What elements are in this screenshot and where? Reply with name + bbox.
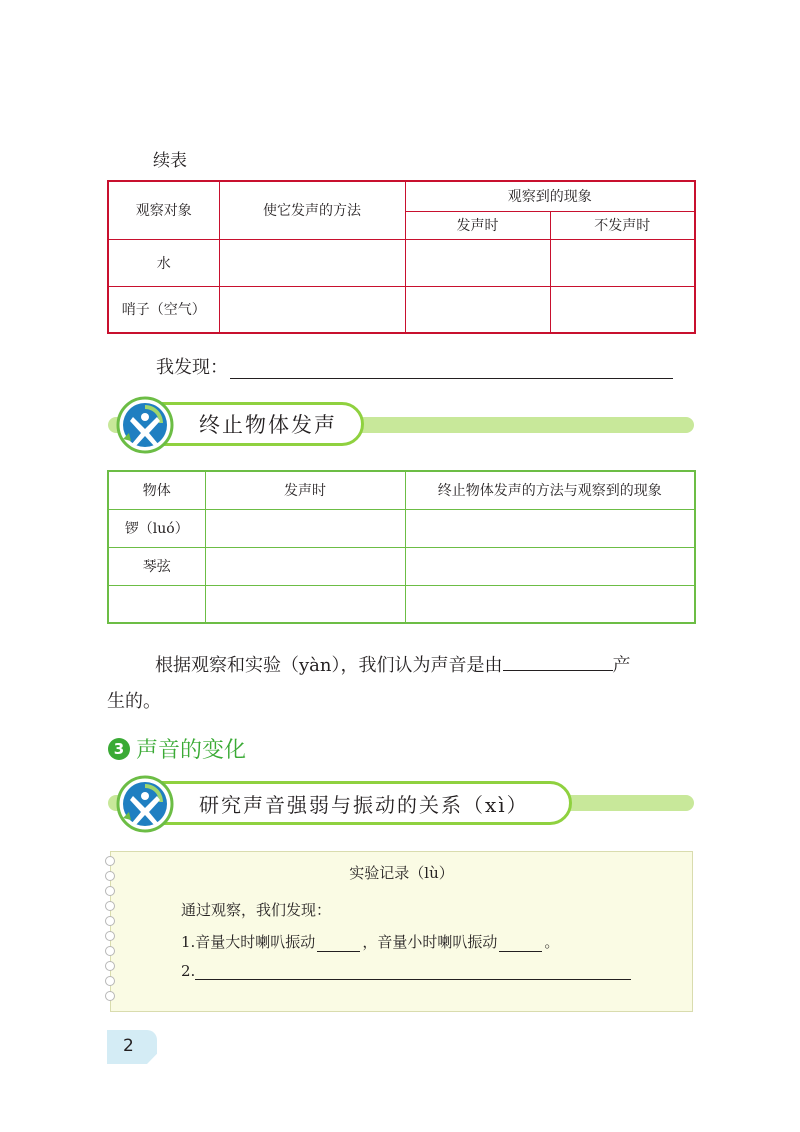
finding-line — [156, 353, 673, 379]
header-object: 观察对象 — [108, 181, 219, 239]
table-cell[interactable] — [219, 286, 405, 333]
table-cell[interactable] — [405, 585, 695, 623]
conclusion-text: 根据观察和实验（yàn），我们认为声音是由 — [155, 655, 503, 676]
binder-ring — [105, 991, 115, 1001]
table-cell[interactable] — [550, 286, 695, 333]
record-intro — [181, 899, 331, 920]
record-line-2-label: 2. — [181, 962, 196, 980]
activity-icon — [115, 395, 175, 455]
banner-title: 终止物体发声 — [199, 413, 337, 437]
row-label-string: 琴弦 — [108, 547, 205, 585]
header-object: 物体 — [108, 471, 205, 509]
sound-observation-table — [107, 180, 696, 334]
header-sounding: 发声时 — [405, 211, 550, 239]
record-line-1 — [181, 931, 559, 952]
section-title: 声音的变化 — [136, 738, 247, 763]
loud-vibration-blank[interactable] — [317, 937, 360, 952]
stop-sound-table — [107, 470, 696, 624]
binder-ring — [105, 886, 115, 896]
table-cell[interactable] — [405, 547, 695, 585]
page-number: 2 — [123, 1036, 134, 1056]
continued-label: 续表 — [153, 151, 187, 171]
table-cell[interactable] — [550, 239, 695, 286]
experiment-record-card — [110, 851, 693, 1012]
header-sounding: 发声时 — [205, 471, 405, 509]
quiet-vibration-blank[interactable] — [499, 937, 542, 952]
binder-ring — [105, 976, 115, 986]
binder-ring — [105, 931, 115, 941]
record-line-2-blank[interactable] — [195, 965, 631, 980]
record-line-1-text: 1.音量大时喇叭振动 — [181, 933, 316, 951]
banner-title: 研究声音强弱与振动的关系（xì） — [199, 792, 529, 817]
conclusion-blank[interactable] — [503, 652, 613, 671]
conclusion-paragraph — [107, 648, 695, 720]
binder-ring — [105, 946, 115, 956]
header-not-sounding: 不发声时 — [550, 211, 695, 239]
header-observed: 观察到的现象 — [405, 181, 695, 211]
record-intro-text: 通过观察，我们发现： — [181, 901, 332, 919]
conclusion-text-line2: 生的。 — [107, 691, 161, 712]
table-cell[interactable] — [205, 547, 405, 585]
binder-ring — [105, 961, 115, 971]
record-line-1-text-b: ，音量小时喇叭振动 — [362, 933, 498, 951]
header-stop-method: 终止物体发声的方法与观察到的现象 — [405, 471, 695, 509]
table-cell[interactable] — [405, 286, 550, 333]
table-cell[interactable] — [405, 239, 550, 286]
row-label-empty[interactable] — [108, 585, 205, 623]
table-cell[interactable] — [405, 509, 695, 547]
row-label-gong: 锣（luó） — [108, 509, 205, 547]
row-label-whistle: 哨子（空气） — [108, 286, 219, 333]
binder-ring — [105, 901, 115, 911]
table-cell[interactable] — [205, 509, 405, 547]
finding-label: 我发现： — [156, 357, 228, 378]
record-line-1-text-c: 。 — [544, 933, 560, 951]
section-heading — [108, 733, 246, 764]
table-cell[interactable] — [205, 585, 405, 623]
banner-volume-vibration — [138, 781, 572, 825]
finding-blank[interactable] — [230, 360, 673, 379]
activity-icon — [115, 774, 175, 834]
row-label-water: 水 — [108, 239, 219, 286]
table-cell[interactable] — [219, 239, 405, 286]
binder-ring — [105, 916, 115, 926]
section-number: 3 — [108, 738, 130, 760]
conclusion-text-end: 产 — [612, 655, 631, 676]
record-line-2 — [181, 962, 631, 980]
record-title: 实验记录（lù） — [349, 864, 454, 882]
header-method: 使它发声的方法 — [219, 181, 405, 239]
